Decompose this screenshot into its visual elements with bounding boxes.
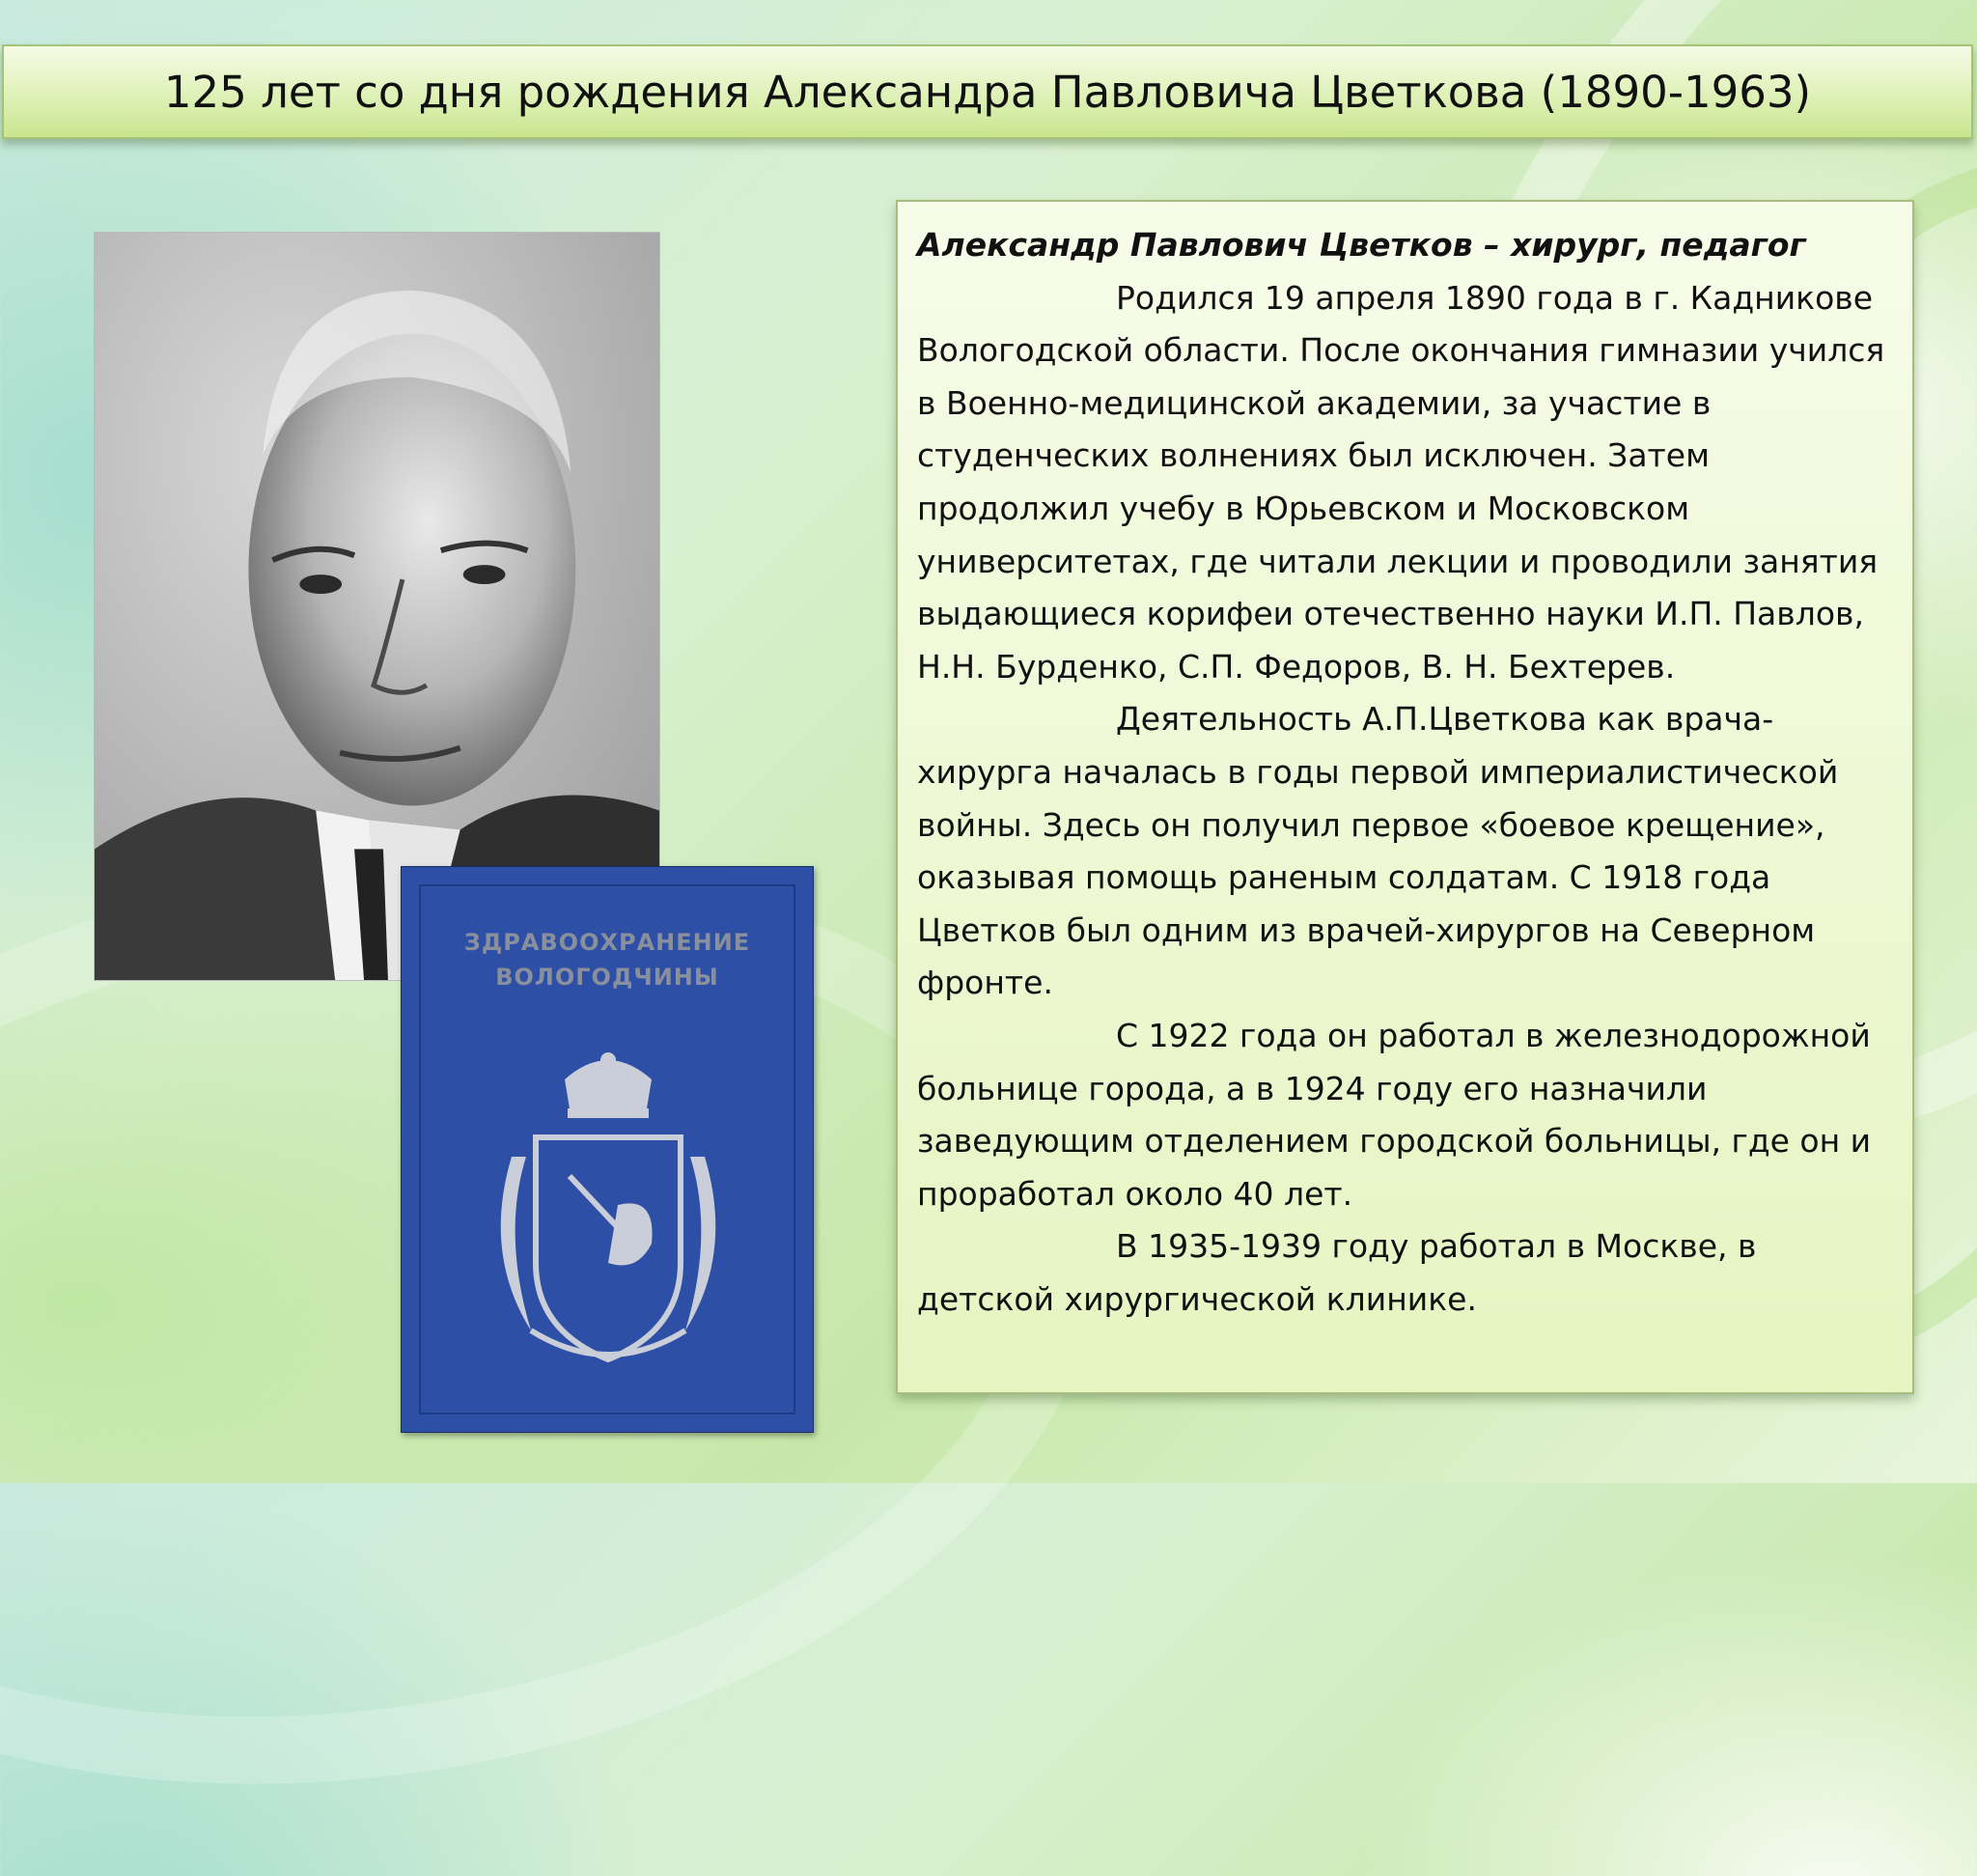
biography-heading: Александр Павлович Цветков – хирург, педагог [917,226,1806,264]
biography-paragraph: С 1922 года он работал в железнодорожной больнице города, а в 1924 году его назначили заведующим отделением городской больницы, где он и проработал около 40 лет. [917,1016,1872,1213]
biography-paragraph: В 1935-1939 году работал в Москве, в детской хирургической клинике. [917,1227,1757,1318]
book-cover [401,866,814,1433]
slide-title: 125 лет со дня рождения Александра Павловича Цветкова (1890-1963) [163,66,1812,118]
biography-paragraph: Деятельность А.П.Цветкова как врача-хирурга началась в годы первой империалистической войны. Здесь он получил первое «боевое крещение», оказывая помощь раненым солдатам. С 1918 года Цветков был одним из врачей-хирургов на Северном фронте. [917,700,1839,1002]
biography-paragraph: Родился 19 апреля 1890 года в г. Кадникове Вологодской области. После окончания гимназии учился в Военно-медицинской академии, за участие в студенческих волнениях был исключен. Затем продолжил учебу в Юрьевском и Московском университетах, где читали лекции и проводили занятия выдающиеся корифеи отечественно науки И.П. Павлов, Н.Н. Бурденко, С.П. Федоров, В. Н. Бехтерев. [917,278,1885,686]
book-title-line: ВОЛОГОДЧИНЫ [495,964,719,991]
book-title-line: ЗДРАВООХРАНЕНИЕ [463,929,751,956]
title-bar [2,44,1973,139]
coat-of-arms-icon [473,1041,743,1369]
book-title [402,925,813,994]
biography-text-box [896,200,1914,1394]
